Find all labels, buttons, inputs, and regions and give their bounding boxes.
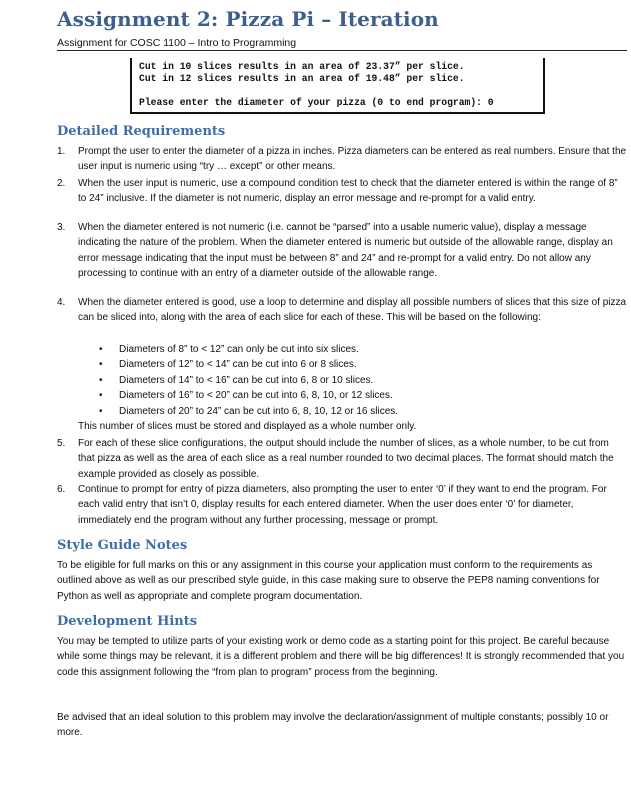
console-output-box xyxy=(130,58,545,114)
requirement-item xyxy=(57,176,627,207)
development-hints-paragraph: Be advised that an ideal solution to this problem may involve the declaration/assignment of multiple constants; possibly 10 or more. xyxy=(57,712,609,739)
detailed-requirements-heading: Detailed Requirements xyxy=(57,124,226,139)
slice-rule-text: Diameters of 12” to < 14” can be cut into 6 or 8 slices. xyxy=(119,359,357,371)
requirement-text: Continue to prompt for entry of pizza diameters, also prompting the user to enter ‘0’ if they want to end the program. For each valid entry that isn’t 0, display results for each entered diameter. When the user does enter ‘0’ for diameter, immediately end the program without any further processing, message or prompt. xyxy=(78,484,607,526)
slice-rule-text: Diameters of 8” to < 12” can only be cut into six slices. xyxy=(119,344,359,355)
requirement-number: 2. xyxy=(57,178,66,189)
requirement-text: When the user input is numeric, use a compound condition test to check that the diameter entered is within the range of 8” to 24” inclusive. If the diameter is not numeric, display an error message and re-prompt for a valid entry. xyxy=(78,178,618,205)
page-title: Assignment 2: Pizza Pi – Iteration xyxy=(57,7,439,31)
slice-rule-text: Diameters of 20” to 24” can be cut into 6, 8, 10, 12 or 16 slices. xyxy=(119,405,399,417)
page-subtitle: Assignment for COSC 1100 – Intro to Programming xyxy=(57,37,297,49)
requirement-item xyxy=(57,295,627,326)
list-item xyxy=(78,373,618,388)
development-hints-heading: Development Hints xyxy=(57,614,198,629)
requirement-text: Prompt the user to enter the diameter of a pizza in inches. Pizza diameters can be entered as real numbers. Ensure that the user input is numeric using “try … except” or other means. xyxy=(78,146,627,173)
console-line: Cut in 10 slices results in an area of 23.37” per slice. xyxy=(139,61,465,72)
slice-rules-list xyxy=(78,342,618,419)
requirement-text: When the diameter entered is good, use a loop to determine and display all possible numbers of slices that this size of pizza can be sliced into, along with the area of each slice for each of these. This will be based on the following: xyxy=(78,297,627,324)
style-guide-heading: Style Guide Notes xyxy=(57,538,188,553)
requirement-number: 6. xyxy=(57,484,66,495)
requirement-number: 1. xyxy=(57,146,66,157)
list-item xyxy=(78,342,618,357)
requirement-number: 5. xyxy=(57,438,66,449)
console-line: Cut in 12 slices results in an area of 19.48” per slice. xyxy=(139,73,465,84)
requirement-item xyxy=(57,436,627,482)
style-guide-text: To be eligible for full marks on this or any assignment in this course your application must conform to the requirements as outlined above as well as our prescribed style guide, in this case making sure to observe the PEP8 naming conventions for Python as well as appropriate and complete program documentation. xyxy=(57,560,600,602)
header-divider xyxy=(57,50,627,51)
requirement-item xyxy=(57,144,627,175)
bullet-icon: • xyxy=(99,374,103,386)
list-item xyxy=(78,388,618,403)
list-item xyxy=(78,404,618,419)
requirement-item xyxy=(57,482,627,528)
list-item xyxy=(78,357,618,372)
requirement-item xyxy=(57,220,627,282)
slice-rule-text: Diameters of 14” to < 16” can be cut into 6, 8 or 10 slices. xyxy=(119,374,374,386)
slice-rule-text: Diameters of 16” to < 20” can be cut into 6, 8, 10, or 12 slices. xyxy=(119,390,393,402)
bullet-icon: • xyxy=(99,344,103,355)
requirement-number: 4. xyxy=(57,297,66,308)
requirement-text: For each of these slice configurations, the output should include the number of slices, as a whole number, to be cut from that pizza as well as the area of each slice as a real number rounded to two decimal places. The format should match the example provided as closely as possible. xyxy=(78,438,614,480)
requirement-text: When the diameter entered is not numeric (i.e. cannot be “parsed” into a usable numeric value), display a message indicating the nature of the problem. When the diameter entered is numeric but outside of the allowable range, display an error message indicating that the input must be between 8” and 24” and re-prompt for a valid entry. Do not allow any processing to continue with an entry of a diameter outside of the allowable range. xyxy=(78,222,613,280)
requirement-number: 3. xyxy=(57,222,66,233)
bullet-icon: • xyxy=(99,405,103,417)
bullet-icon: • xyxy=(99,390,103,402)
slice-note: This number of slices must be stored and displayed as a whole number only. xyxy=(78,421,417,432)
console-line: Please enter the diameter of your pizza (0 to end program): 0 xyxy=(139,97,494,108)
development-hints-paragraph: You may be tempted to utilize parts of your existing work or demo code as a starting point for this project. Be careful because while some things may be relevant, it is a different problem and there will be big differences! It is strongly recommended that you code this assignment following the “from plan to program” process from the beginning. xyxy=(57,636,625,678)
bullet-icon: • xyxy=(99,359,103,371)
